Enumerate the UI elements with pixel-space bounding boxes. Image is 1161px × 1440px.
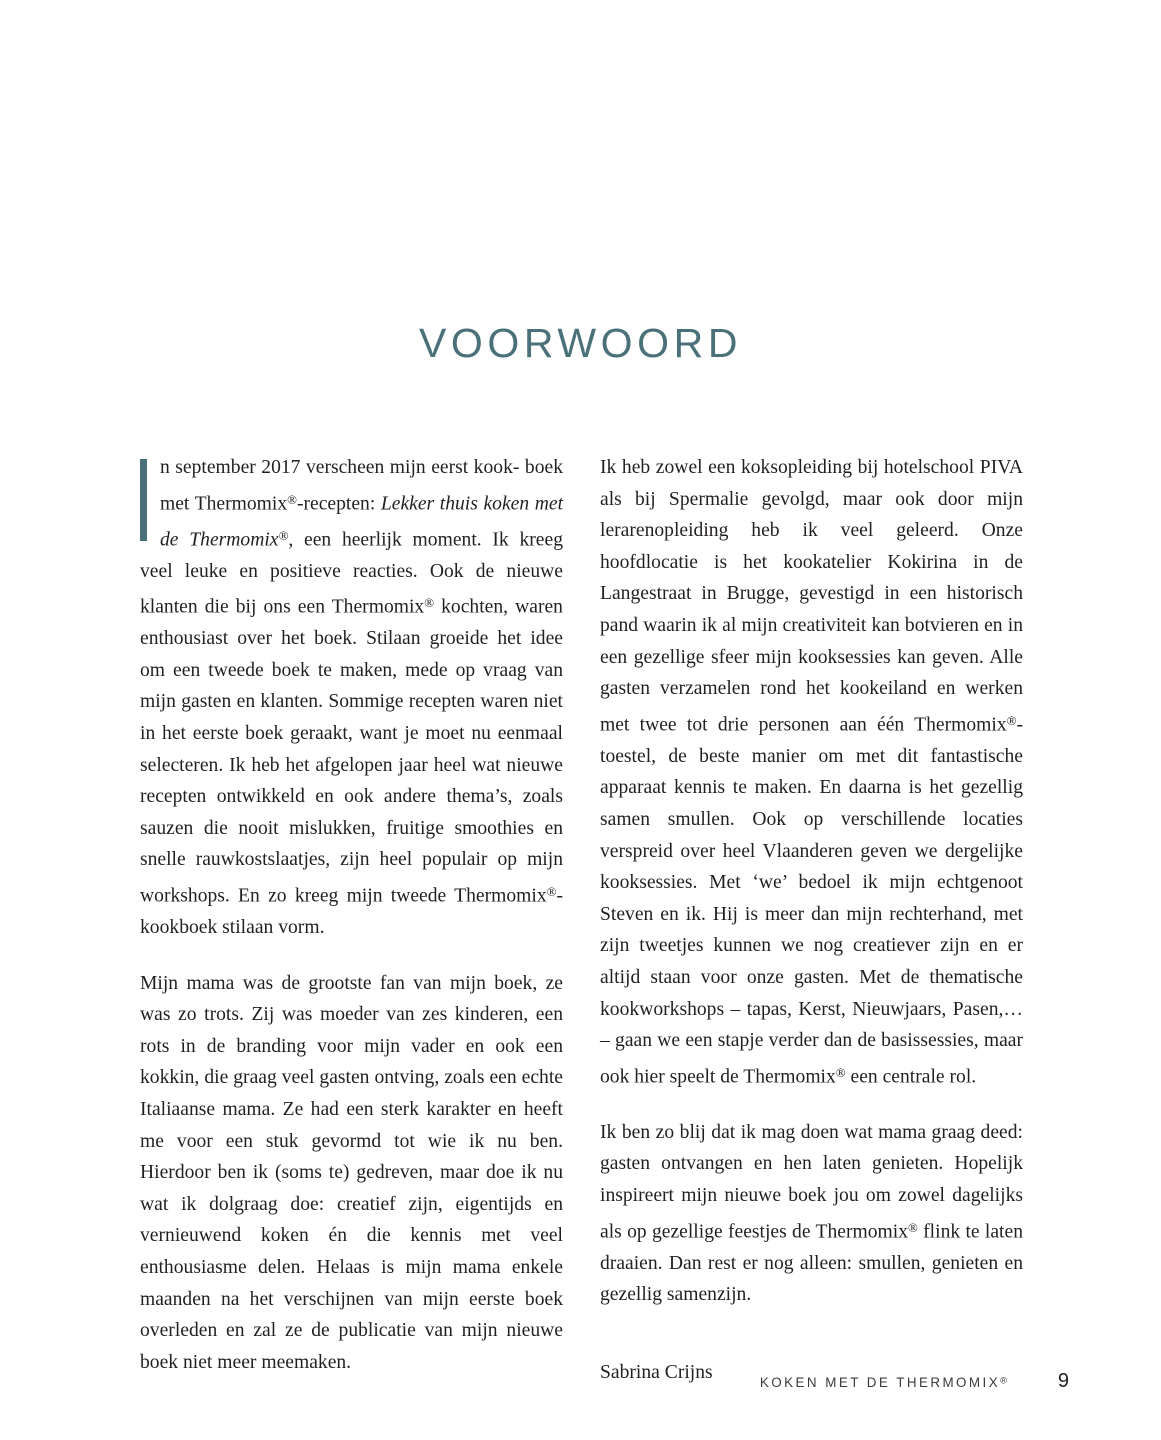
body-columns <box>140 452 1024 1388</box>
left-column <box>140 452 563 1378</box>
book-title-italic-part2: koken met de Thermomix <box>160 493 564 551</box>
registered-mark-icon: ® <box>908 1219 918 1235</box>
training-text-part1: Ik heb zowel een koksopleiding bij hotelschool PIVA als bij Spermalie gevolgd, maar ook door mijn lerarenopleiding heb ik veel geleerd. Onze hoofdlocatie is het kookatelier Kokirina in de Langestraat in Brugge, gevestigd in een historisch pand waarin ik al mijn creativiteit kan botvieren en in een gezellige sfeer mijn kooksessies kan geven. Alle gasten verzamelen rond het kookeiland en werken met twee tot drie personen aan één Thermomix <box>600 457 1023 736</box>
registered-mark-icon: ® <box>1000 1375 1007 1386</box>
paragraph-closing <box>600 1117 1023 1311</box>
registered-mark-icon: ® <box>546 883 557 899</box>
page-number: 9 <box>1057 1370 1069 1392</box>
closing-text-part1: Ik ben zo blij dat ik mag doen wat mama graag deed: gasten ontvangen en hen laten genieten. Hopelijk inspireert mijn nieuwe boek jou om zowel dagelijks als op gezellige feestjes de Thermomix <box>600 1121 1023 1242</box>
intro-line-1: n september 2017 verscheen mijn eerst kook- <box>160 457 520 478</box>
registered-mark-icon: ® <box>278 527 289 543</box>
intro-line-end-rest: -kookboek stilaan vorm. <box>140 885 563 938</box>
registered-mark-icon: ® <box>424 595 435 611</box>
intro-line-2a: boek met Thermomix <box>160 457 563 515</box>
training-text-part3: een centrale rol. <box>845 1066 977 1088</box>
dropcap-bar-icon <box>140 459 147 541</box>
footer-book-title <box>760 1375 1007 1390</box>
page-footer <box>140 1370 1069 1396</box>
registered-mark-icon: ® <box>287 491 297 507</box>
training-text-part2: -toestel, de beste manier om met dit fantastische apparaat kennis te maken. En daarna is het gezellig samen smullen. Ook op verschillende locaties verspreid over heel Vlaanderen geven we dergelijke kooksessies. Met ‘we’ bedoel ik mijn echtgenoot Steven en ik. Hij is meer dan mijn rechterhand, met zijn tweetjes kunnen we nog creatiever zijn en er altijd staan voor onze gasten. Met de thematische kookworkshops – tapas, Kerst, Nieuwjaars, Pasen,… – gaan we een stapje verder dan de basissessies, maar ook hier speelt de Thermomix <box>600 714 1023 1088</box>
paragraph-intro <box>140 452 563 944</box>
intro-line-2b: -recepten: <box>296 493 381 515</box>
intro-line-3-rest: , een heerlijk moment. Ik kreeg veel leuke en positieve reacties. Ook de nieuwe klanten die bij ons een Thermomix <box>140 529 563 618</box>
registered-mark-icon: ® <box>835 1064 846 1080</box>
paragraph-mother: Mijn mama was de grootste fan van mijn boek, ze was zo trots. Zij was moeder van zes kinderen, een rots in de branding voor mijn vader en ook een kokkin, die graag veel gasten ontving, zoals een echte Italiaanse mama. Ze had een sterk karakter en heeft me voor een stuk gevormd tot wie ik nu ben. Hierdoor ben ik (soms te) gedreven, maar doe ik nu wat ik dolgraag doe: creatief zijn, eigentijds en vernieuwend koken én die kennis met veel enthousiasme delen. Helaas is mijn mama enkele maanden na het verschijnen van mijn eerste boek overleden en zal ze de publicatie van mijn nieuwe boek niet meer meemaken. <box>140 972 563 1373</box>
paragraph-training <box>600 452 1023 1093</box>
page-title: VOORWOORD <box>418 320 743 367</box>
right-column <box>600 452 1023 1388</box>
author-signature: Sabrina Crijns <box>600 1361 713 1383</box>
closing-text-part2: flink te laten draaien. Dan rest er nog alleen: smullen, genieten en gezellig samenzijn. <box>600 1220 1023 1306</box>
footer-book-title-text: KOKEN MET DE THERMOMIX <box>759 1375 1001 1390</box>
registered-mark-icon: ® <box>1006 712 1017 728</box>
intro-line-5-rest: kochten, waren enthousiast over het boek. Stilaan groeide het idee om een tweede boek te maken, mede op vraag van mijn gasten en klanten. Sommige recepten waren niet in het eerste boek geraakt, want je moet nu eenmaal selecteren. Ik heb het afgelopen jaar heel wat nieuwe recepten ontwikkeld en ook andere thema’s, zoals sauzen die nooit mislukken, fruitige smoothies en snelle rauwkostslaatjes, zijn heel populair op mijn workshops. En zo kreeg mijn tweede Thermomix <box>140 596 563 907</box>
book-title-italic-part1: Lekker thuis <box>380 493 478 515</box>
